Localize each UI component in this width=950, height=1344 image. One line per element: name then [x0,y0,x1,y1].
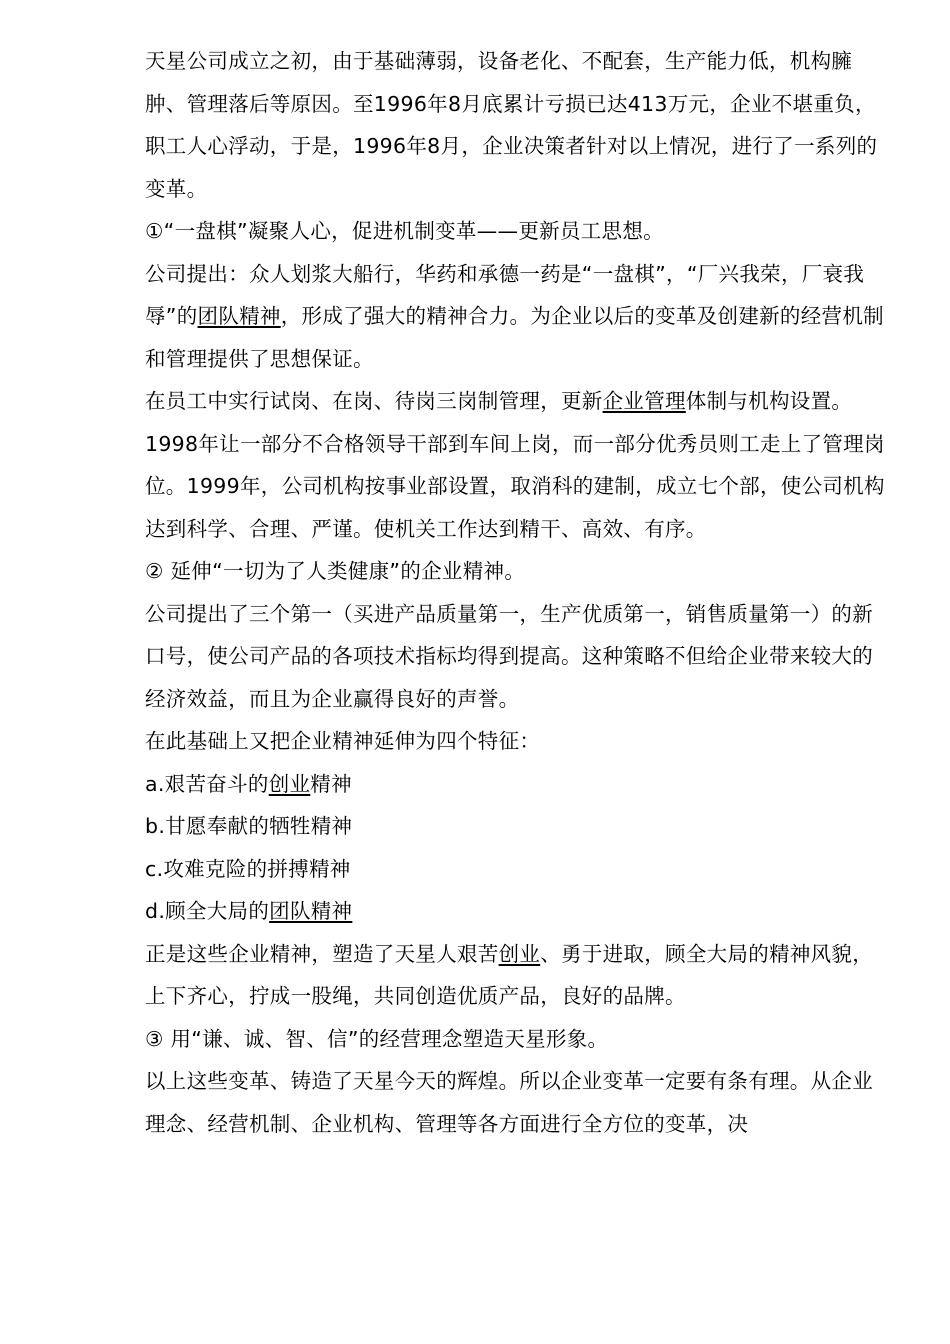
text-segment: 体制与机构设置。1998年让一部分不合格领导干部到车间上岗，而一部分优秀员则工走上了管理岗位。1999年，公司机构按事业部设置，取消科的建制，成立七个部，使公司机构达到科学、合理、严谨。使机关工作达到精干、高效、有序。 [145,389,885,541]
link-entrepreneurship-2[interactable]: 创业 [498,941,541,966]
list-item-b: b.甘愿奉献的牺牲精神 [145,814,353,838]
heading-section-2: ② 延伸“一切为了人类健康”的企业精神。 [145,559,526,583]
text-segment: 在员工中实行试岗、在岗、待岗三岗制管理，更新 [145,389,603,413]
link-team-spirit[interactable]: 团队精神 [197,304,281,328]
list-item-a [145,763,885,806]
document-page [145,40,885,1145]
paragraph-spirit-summary [145,933,885,1018]
link-team-spirit-2[interactable]: 团队精神 [269,899,353,923]
text-segment: ，形成了强大的精神合力。为企业以后的变革及创建新的经营机制和管理提供了思想保证。 [145,304,884,371]
list-item-d [145,890,885,933]
link-enterprise-management[interactable]: 企业管理 [602,389,686,413]
paragraph-conclusion: 以上这些变革、铸造了天星今天的辉煌。所以企业变革一定要有条有理。从企业理念、经营机制、企业机构、管理等各方面进行全方位的变革，决 [145,1069,873,1136]
text-segment: d.顾全大局的 [145,899,270,923]
list-item-c: c.攻难克险的拼搏精神 [145,856,351,881]
paragraph-quality: 公司提出了三个第一（买进产品质量第一，生产优质第一，销售质量第一）的新口号，使公司产品的各项技术指标均得到提高。这种策略不但给企业带来较大的经济效益，而且为企业赢得良好的声誉。 [145,601,873,711]
text-segment: 公司提出：众人划浆大船行，华药和承德一药是“一盘棋”，“厂兴我荣，厂衰我辱”的 [145,261,865,328]
paragraph-management-reform [145,380,885,550]
text-segment: a.艰苦奋斗的 [145,771,269,796]
paragraph-intro: 天星公司成立之初，由于基础薄弱，设备老化、不配套，生产能力低，机构臃肿、管理落后等原因。至1996年8月底累计亏损已达413万元，企业不堪重负，职工人心浮动，于是，1996年8月，企业决策者针对以上情况，进行了一系列的变革。 [145,49,878,201]
heading-section-3: ③ 用“谦、诚、智、信”的经营理念塑造天星形象。 [145,1026,609,1051]
link-entrepreneurship[interactable]: 创业 [268,771,311,796]
text-segment: 、勇于进取，顾全大局的精神风貌，上下齐心，拧成一股绳，共同创造优质产品，良好的品牌。 [145,941,874,1008]
text-segment: 正是这些企业精神，塑造了天星人艰苦 [145,941,499,966]
heading-section-1: ①“一盘棋”凝聚人心，促进机制变革——更新员工思想。 [145,219,664,243]
paragraph-four-features: 在此基础上又把企业精神延伸为四个特征： [145,729,541,753]
text-segment: 精神 [310,771,352,796]
paragraph-team-spirit [145,253,885,381]
